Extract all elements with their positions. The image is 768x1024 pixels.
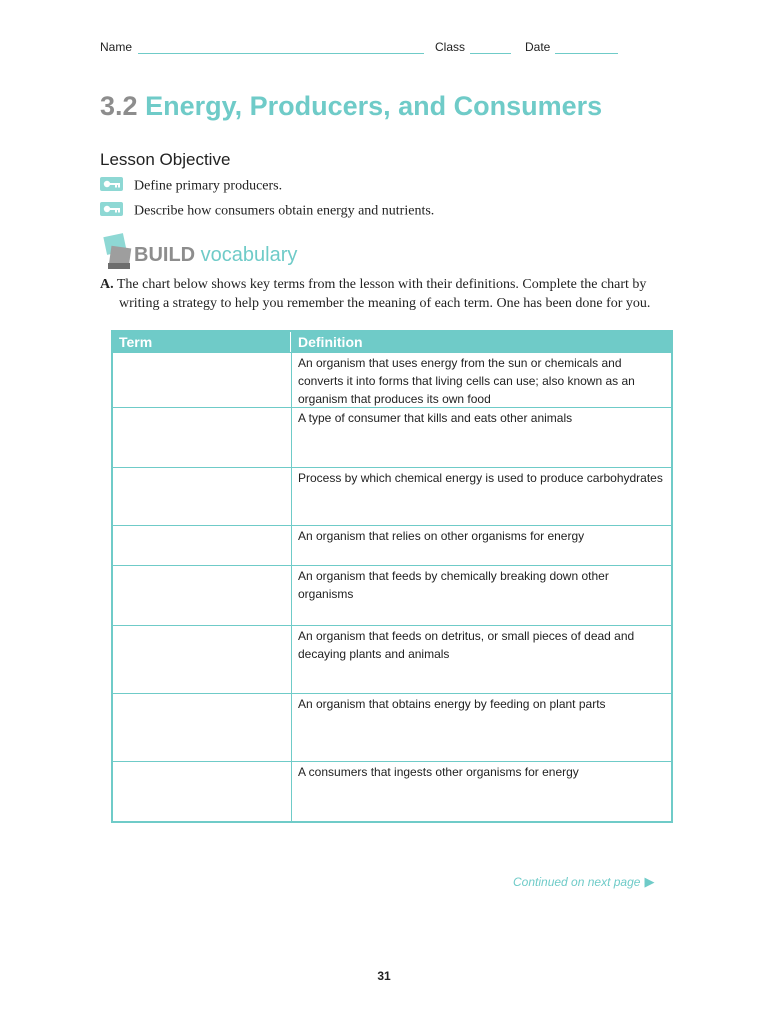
name-field[interactable]: [138, 53, 424, 54]
objective-text: Define primary producers.: [134, 178, 283, 194]
book-stack-icon: [101, 233, 135, 278]
key-icon: [100, 202, 123, 221]
objective-item: [100, 202, 434, 221]
build-vocabulary-heading: BUILD vocabulary: [134, 244, 298, 266]
definition-cell: An organism that obtains energy by feeding on plant parts: [298, 697, 606, 711]
term-cell[interactable]: [113, 626, 292, 693]
objective-item: [100, 177, 282, 196]
objective-heading: Lesson Objective: [100, 150, 231, 169]
term-cell[interactable]: [113, 408, 292, 467]
class-label: Class: [435, 40, 466, 54]
term-cell[interactable]: [113, 468, 292, 525]
definition-cell: An organism that uses energy from the sun or chemicals and converts it into forms that living cells can use; also known as an organism that produces its own food: [298, 356, 635, 406]
definition-cell: An organism that relies on other organisms for energy: [298, 529, 585, 543]
definition-cell: An organism that feeds by chemically breaking down other organisms: [298, 569, 609, 601]
section-title: Energy, Producers, and Consumers: [145, 91, 603, 121]
table-row: [113, 565, 671, 625]
table-row: [113, 761, 671, 821]
term-cell[interactable]: [113, 762, 292, 821]
class-field[interactable]: [470, 53, 511, 54]
table-row: [113, 407, 671, 467]
instruction-line: writing a strategy to help you remember the meaning of each term. One has been done for you.: [119, 296, 651, 311]
date-field[interactable]: [555, 53, 618, 54]
definition-cell: A consumers that ingests other organisms for energy: [298, 765, 579, 779]
section-number: 3.2: [100, 91, 138, 121]
table-row: [113, 467, 671, 525]
definition-cell: Process by which chemical energy is used to produce carbohydrates: [298, 471, 663, 485]
header-definition: Definition: [298, 334, 363, 350]
play-arrow-icon: ▶: [644, 874, 655, 889]
continued-link[interactable]: Continued on next page ▶: [513, 874, 655, 889]
table-row: [113, 352, 671, 407]
definition-cell: An organism that feeds on detritus, or small pieces of dead and decaying plants and animals: [298, 629, 635, 661]
term-cell[interactable]: [113, 526, 292, 565]
instruction-letter: A.: [100, 277, 114, 292]
date-label: Date: [525, 40, 551, 54]
term-cell[interactable]: [113, 566, 292, 625]
table-row: [113, 625, 671, 693]
page-title: [100, 91, 602, 122]
key-icon: [100, 177, 123, 196]
table-header: [113, 332, 671, 352]
instruction: [100, 275, 675, 313]
table-row: [113, 525, 671, 565]
instruction-line: The chart below shows key terms from the lesson with their definitions. Complete the chart by: [116, 277, 647, 292]
name-label: Name: [100, 40, 133, 54]
table-row: [113, 693, 671, 761]
header-term: Term: [119, 334, 153, 350]
vocabulary-table: [111, 330, 673, 823]
definition-cell: A type of consumer that kills and eats other animals: [298, 411, 573, 425]
term-cell[interactable]: [113, 353, 292, 407]
page-number: 31: [377, 969, 391, 983]
objective-text: Describe how consumers obtain energy and nutrients.: [134, 203, 435, 219]
term-cell[interactable]: [113, 694, 292, 761]
